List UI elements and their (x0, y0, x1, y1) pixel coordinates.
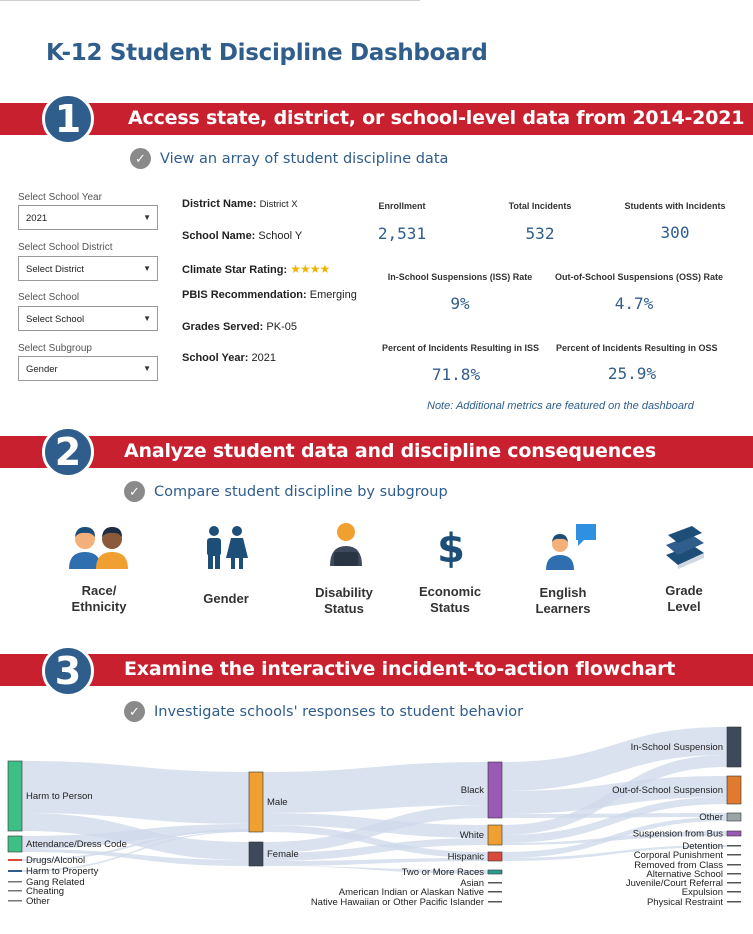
school-year-select[interactable]: 2021 ▼ (18, 205, 158, 230)
flowchart-node-incident[interactable] (8, 870, 22, 872)
flowchart-label-action: Suspension from Bus (632, 828, 723, 840)
enrollment-label: Enrollment (378, 201, 426, 211)
flowchart-node-race[interactable] (488, 762, 502, 818)
page-title: K-12 Student Discipline Dashboard (46, 40, 488, 66)
section-3-subheading: ✓ Investigate schools' responses to student behavior (124, 701, 523, 722)
flowchart-node-action[interactable] (727, 891, 741, 893)
flowchart-label-gender: Female (267, 849, 299, 860)
step-3-badge: 3 (42, 645, 94, 697)
flowchart-label-race: Native Hawaiian or Other Pacific Islander (310, 896, 484, 908)
iss-rate-value: 9% (450, 294, 470, 313)
subgroup-label: Select Subgroup (18, 343, 92, 354)
subgroup-race-label: Race/ Ethnicity (71, 583, 127, 614)
total-incidents-value: 532 (525, 224, 555, 243)
flowchart-node-race[interactable] (488, 825, 502, 845)
school-district-label: Select School District (18, 242, 113, 253)
subgroup-gender-label: Gender (203, 591, 249, 606)
flowchart-node-action[interactable] (727, 831, 741, 836)
flowchart-node-gender[interactable] (249, 842, 263, 866)
flowchart-node-incident[interactable] (8, 900, 22, 902)
flowchart-label-race: Asian (460, 877, 484, 889)
flowchart-label-incident: Attendance/Dress Code (26, 839, 127, 850)
oss-rate-value: 4.7% (614, 294, 654, 313)
section-2-banner (0, 436, 753, 468)
students-with-incidents-label: Students with Incidents (624, 201, 726, 211)
flowchart-label-action: In-School Suspension (630, 742, 723, 753)
flowchart-label-action: Out-of-School Suspension (612, 785, 723, 796)
oss-percent-value: 25.9% (607, 364, 657, 383)
section-1-banner (0, 103, 753, 135)
subgroup-grade-label: Grade Level (665, 583, 703, 614)
total-incidents-label: Total Incidents (508, 201, 572, 211)
people-pair-icon (68, 525, 130, 571)
flowchart-label-action: Other (699, 812, 723, 823)
flowchart-node-action[interactable] (727, 901, 741, 903)
flowchart-label-incident: Other (26, 895, 50, 907)
flowchart-node-action[interactable] (727, 727, 741, 767)
step-1-badge: 1 (42, 93, 94, 145)
climate-rating-row: Climate Star Rating: ★★★★ (182, 262, 330, 276)
chevron-down-icon: ▼ (143, 364, 151, 373)
school-select[interactable]: Select School ▼ (18, 306, 158, 331)
section-1-heading: Access state, district, or school-level data from 2014-2021 (128, 107, 745, 129)
flowchart-node-incident[interactable] (8, 881, 22, 883)
flowchart-node-action[interactable] (727, 845, 741, 847)
dollar-icon (435, 522, 467, 570)
flowchart-label-action: Physical Restraint (646, 896, 723, 908)
disability-icon (326, 522, 366, 570)
school-year-label: Select School Year (18, 192, 102, 203)
flowchart-node-action[interactable] (727, 882, 741, 884)
flowchart-label-action: Alternative School (646, 868, 723, 880)
enrollment-value: 2,531 (377, 224, 427, 243)
students-with-incidents-value: 300 (660, 223, 690, 242)
flowchart-node-action[interactable] (727, 864, 741, 866)
flowchart-node-gender[interactable] (249, 772, 263, 832)
top-divider (0, 0, 420, 1)
flowchart-label-race: White (459, 830, 484, 841)
metrics-note: Note: Additional metrics are featured on the dashboard (427, 400, 694, 412)
flowchart-node-incident[interactable] (8, 836, 22, 852)
flowchart-label-gender: Male (267, 797, 288, 808)
flowchart-label-incident: Harm to Person (26, 791, 93, 802)
subgroup-economic-label: Economic Status (418, 584, 482, 615)
star-rating: ★★★★ (290, 262, 330, 276)
chevron-down-icon: ▼ (143, 314, 151, 323)
check-icon: ✓ (124, 481, 145, 502)
school-name-row: School Name: School Y (182, 230, 303, 242)
flowchart-node-race[interactable] (488, 870, 502, 874)
pbis-row: PBIS Recommendation: Emerging (182, 289, 357, 301)
oss-rate-label: Out-of-School Suspensions (OSS) Rate (555, 272, 724, 282)
section-3-heading: Examine the interactive incident-to-action flowchart (124, 658, 676, 680)
chevron-down-icon: ▼ (143, 213, 151, 222)
section-1-subheading: ✓ View an array of student discipline data (130, 148, 448, 169)
flowchart-label-incident: Gang Related (26, 876, 85, 888)
flowchart-links (22, 727, 727, 874)
flowchart-label-action: Detention (682, 840, 723, 852)
section-2-heading: Analyze student data and discipline consequences (124, 440, 656, 462)
school-label: Select School (18, 292, 80, 303)
flow-male-black[interactable] (263, 762, 488, 813)
section-2-subheading: ✓ Compare student discipline by subgroup (124, 481, 448, 502)
iss-percent-label: Percent of Incidents Resulting in ISS (381, 343, 540, 353)
flowchart-node-race[interactable] (488, 882, 502, 884)
section-3-banner (0, 654, 753, 686)
flowchart-node-action[interactable] (727, 776, 741, 804)
check-icon: ✓ (130, 148, 151, 169)
flowchart-node-race[interactable] (488, 901, 502, 903)
flowchart-node-action[interactable] (727, 813, 741, 821)
flowchart-node-race[interactable] (488, 891, 502, 893)
flowchart-label-action: Juvenile/Court Referral (625, 877, 723, 889)
flowchart-node-incident[interactable] (8, 859, 22, 861)
district-name-row: District Name: District X (182, 198, 298, 210)
books-icon (662, 525, 706, 569)
school-district-select[interactable]: Select District ▼ (18, 256, 158, 281)
chevron-down-icon: ▼ (143, 264, 151, 273)
subgroup-select[interactable]: Gender ▼ (18, 356, 158, 381)
iss-percent-value: 71.8% (431, 365, 481, 384)
flowchart-label-action: Expulsion (681, 886, 723, 898)
flowchart-label-race: Hispanic (447, 851, 484, 863)
oss-percent-label: Percent of Incidents Resulting in OSS (556, 343, 718, 353)
flowchart-label-incident: Cheating (26, 885, 65, 897)
speech-bubble-person-icon (544, 524, 598, 570)
svg-text:$: $ (437, 526, 465, 570)
flowchart-node-race[interactable] (488, 852, 502, 861)
school-year-row: School Year: 2021 (182, 352, 276, 364)
subgroup-ell-label: English Learners (535, 585, 591, 616)
gender-icon (203, 525, 249, 571)
flowchart-label-incident: Harm to Property (26, 866, 99, 877)
step-2-badge: 2 (42, 426, 94, 478)
check-icon: ✓ (124, 701, 145, 722)
flowchart-label-action: Removed from Class (634, 859, 723, 871)
flowchart-node-action[interactable] (727, 854, 741, 856)
flowchart-label-incident: Drugs/Alcohol (26, 855, 86, 866)
flowchart-node-incident[interactable] (8, 890, 22, 892)
flowchart-label-action: Corporal Punishment (633, 849, 723, 861)
incident-flowchart[interactable] (0, 725, 753, 915)
grades-served-row: Grades Served: PK-05 (182, 321, 297, 333)
subgroup-disability-label: Disability Status (315, 585, 373, 616)
flowchart-label-race: Two or More Races (401, 867, 484, 878)
flowchart-label-race: Black (460, 785, 484, 796)
flowchart-node-incident[interactable] (8, 761, 22, 831)
flowchart-label-race: American Indian or Alaskan Native (338, 886, 484, 898)
flowchart-node-action[interactable] (727, 873, 741, 875)
iss-rate-label: In-School Suspensions (ISS) Rate (387, 272, 533, 282)
